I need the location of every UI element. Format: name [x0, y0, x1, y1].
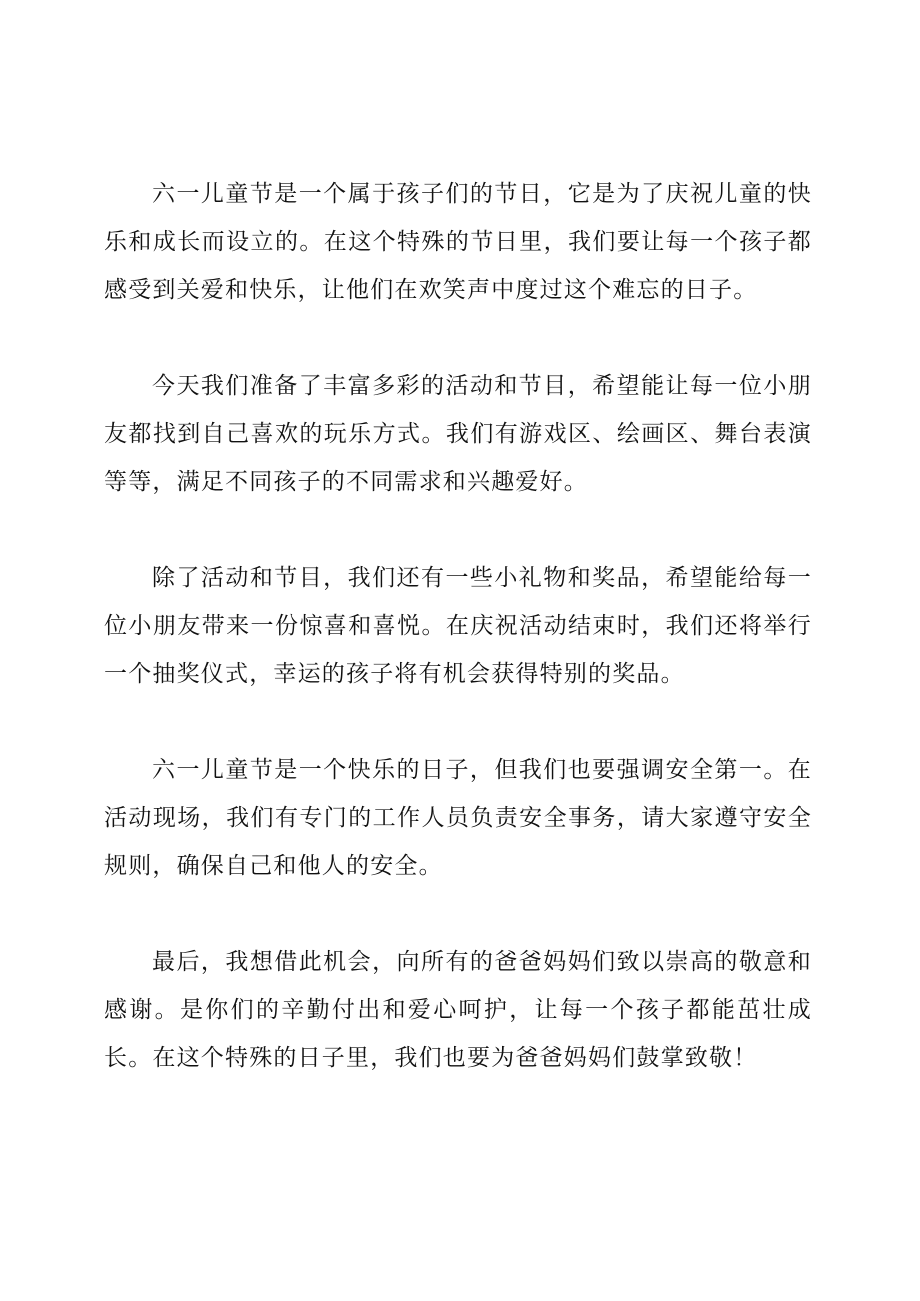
paragraph-5: 最后，我想借此机会，向所有的爸爸妈妈们致以崇高的敬意和感谢。是你们的辛勤付出和爱心呵护，让每一个孩子都能茁壮成长。在这个特殊的日子里，我们也要为爸爸妈妈们鼓掌致敬！ — [104, 949, 812, 1071]
document-body — [104, 170, 812, 1130]
paragraph-3: 除了活动和节目，我们还有一些小礼物和奖品，希望能给每一位小朋友带来一份惊喜和喜悦。在庆祝活动结束时，我们还将举行一个抽奖仪式，幸运的孩子将有机会获得特别的奖品。 — [104, 565, 812, 687]
paragraph-2: 今天我们准备了丰富多彩的活动和节目，希望能让每一位小朋友都找到自己喜欢的玩乐方式。我们有游戏区、绘画区、舞台表演等等，满足不同孩子的不同需求和兴趣爱好。 — [104, 373, 812, 495]
paragraph-1: 六一儿童节是一个属于孩子们的节日，它是为了庆祝儿童的快乐和成长而设立的。在这个特殊的节日里，我们要让每一个孩子都感受到关爱和快乐，让他们在欢笑声中度过这个难忘的日子。 — [104, 181, 812, 303]
paragraph-4: 六一儿童节是一个快乐的日子，但我们也要强调安全第一。在活动现场，我们有专门的工作人员负责安全事务，请大家遵守安全规则，确保自己和他人的安全。 — [104, 757, 812, 879]
